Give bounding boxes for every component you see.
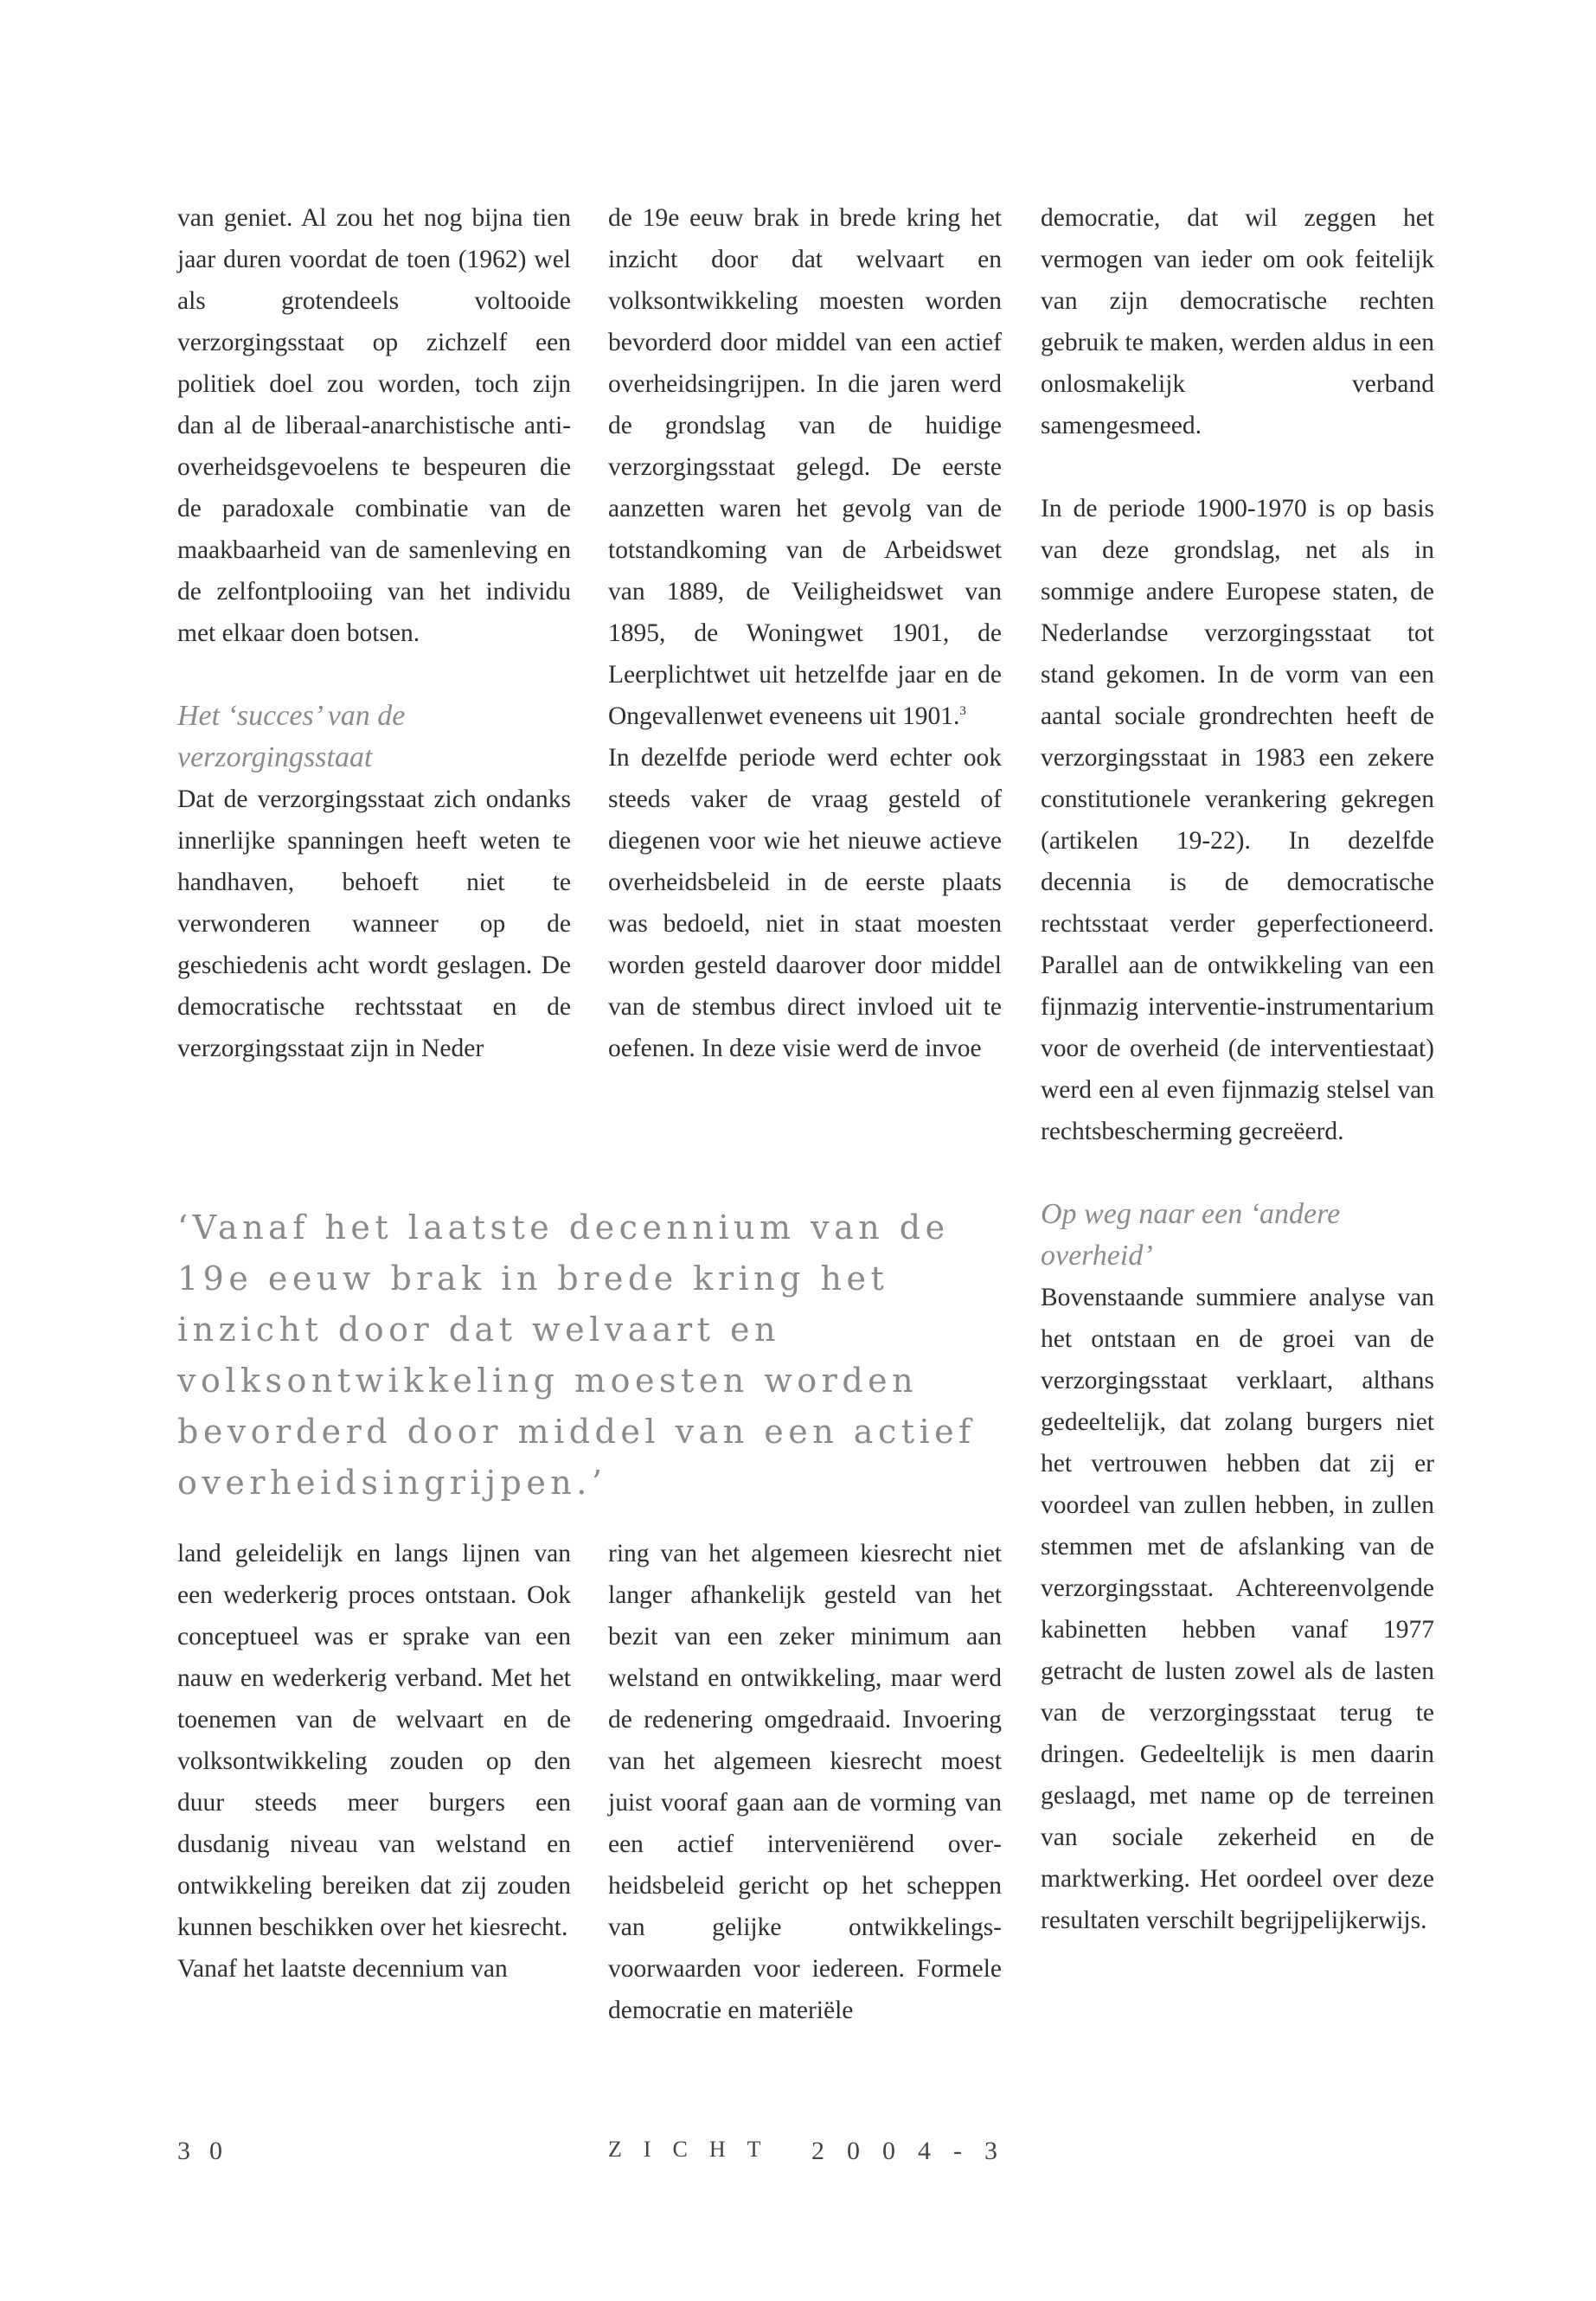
paragraph: Dat de verzorgingsstaat zich ondanks innerlijke spanningen heeft weten te handhaven, behoeft niet te verwonderen wanneer op de geschiedenis acht wordt geslagen. De democratische rechtsstaat en de verzorgingsstaat zijn in Neder xyxy=(177,785,571,1062)
section-heading: Op weg naar een ‘andere overheid’ xyxy=(1041,1198,1341,1272)
paragraph: In dezelfde periode werd echter ook steeds vaker de vraag gesteld of diegenen voor wie het nieuwe actieve overheidsbeleid in de eerste plaats was bedoeld, niet in staat moesten worden gesteld daarover door middel van de stembus direct invloed uit te oefenen. In deze visie werd de invoe xyxy=(608,744,1002,1062)
text-column-4 xyxy=(177,1533,571,1990)
paragraph: democratie, dat wil zeggen het vermogen van ieder om ook feitelijk van zijn democratische rechten gebruik te maken, werden aldus in een onlosmakelijk verband samengesmeed. xyxy=(1041,204,1434,439)
paragraph: Vanaf het laatste decennium van xyxy=(177,1955,508,1983)
text-column-3 xyxy=(1041,197,1434,1941)
text-column-2 xyxy=(608,197,1002,1069)
paragraph: land geleidelijk en langs lijnen van een wederkerig proces ontstaan. Ook conceptueel was er sprake van een nauw en wederkerig verband. Met het toenemen van de welvaart en de volksontwikkeling zouden op den duur steeds meer burgers een dusdanig niveau van welstand en ontwikkeling bereiken dat zij zouden kunnen beschikken over het kiesrecht. xyxy=(177,1540,571,1941)
paragraph: ring van het algemeen kiesrecht niet langer afhankelijk gesteld van het bezit van een zeker minimum aan welstand en ontwikkeling, maar werd de redenering omgedraaid. Invoering van het algemeen kiesrecht moest juist vooraf gaan aan de vorming van een actief interveniërend overheidsbeleid gericht op het scheppen van gelijke ontwikkelingsvoorwaarden voor iedereen. Formele democratie en materiële xyxy=(608,1540,1002,2024)
footnote-reference[interactable]: 3 xyxy=(959,704,966,719)
paragraph xyxy=(608,197,1002,737)
section-heading: Het ‘succes’ van de verzorgingsstaat xyxy=(177,700,406,773)
paragraph: In de periode 1900-1970 is op basis van deze grondslag, net als in sommige andere Europese staten, de Nederlandse verzorgingsstaat tot stand gekomen. In de vorm van een aantal sociale grondrechten heeft de verzorgingsstaat in 1983 een zekere constitutionele verankering gekregen (artikelen 19-22). In dezelfde decennia is de democratische rechtsstaat verder geperfectioneerd. Parallel aan de ontwikkeling van een fijnmazig interventie-instrumentarium voor de overheid (de interventiestaat) werd een al even fijnmazig stelsel van rechtsbescherming gecreëerd. xyxy=(1041,495,1434,1145)
text-column-1 xyxy=(177,197,571,1069)
issue-number: 2004-3 xyxy=(811,2137,1020,2165)
paragraph: van geniet. Al zou het nog bijna tien jaar duren voordat de toen (1962) wel als grotendeels voltooide verzorgingsstaat op zichzelf een politiek doel zou worden, toch zijn dan al de liberaal-anarchistische anti-overheidsgevoelens te bespeuren die de paradoxale combinatie van de maakbaarheid van de samenleving en de zelfontplooiing van het individu met elkaar doen botsen. xyxy=(177,204,571,647)
page-number: 30 xyxy=(177,2137,241,2165)
publication-title: ZICHT xyxy=(608,2137,783,2162)
paragraph: Bovenstaande summiere analyse van het ontstaan en de groei van de verzorgingsstaat verklaart, althans gedeeltelijk, dat zolang burgers niet het vertrouwen hebben dat zij er voordeel van zullen hebben, in zullen stemmen met de afslanking van de verzorgingsstaat. Achtereenvolgende kabinetten hebben vanaf 1977 getracht de lusten zowel als de lasten van de verzorgingsstaat terug te dringen. Gedeeltelijk is men daarin geslaagd, met name op de terreinen van sociale zekerheid en de marktwerking. Het oordeel over deze resultaten verschilt begrijpelijkerwijs. xyxy=(1041,1284,1434,1934)
text-column-5 xyxy=(608,1533,1002,2031)
paragraph-text: de 19e eeuw brak in brede kring het inzicht door dat welvaart en volksontwikkeling moesten worden bevorderd door middel van een actief overheidsingrijpen. In die jaren werd de grondslag van de huidige verzorgingsstaat gelegd. De eerste aanzetten waren het gevolg van de totstandkoming van de Arbeidswet van 1889, de Veiligheidswet van 1895, de Woningwet 1901, de Leerplichtwet uit hetzelfde jaar en de Ongevallenwet eveneens uit 1901. xyxy=(608,204,1002,730)
pull-quote: ‘Vanaf het laatste decennium van de 19e eeuw brak in brede kring het inzicht door dat welvaart en volksontwikkeling moesten worden bevorderd door middel van een actief overheidsingrijpen.’ xyxy=(177,1208,976,1502)
